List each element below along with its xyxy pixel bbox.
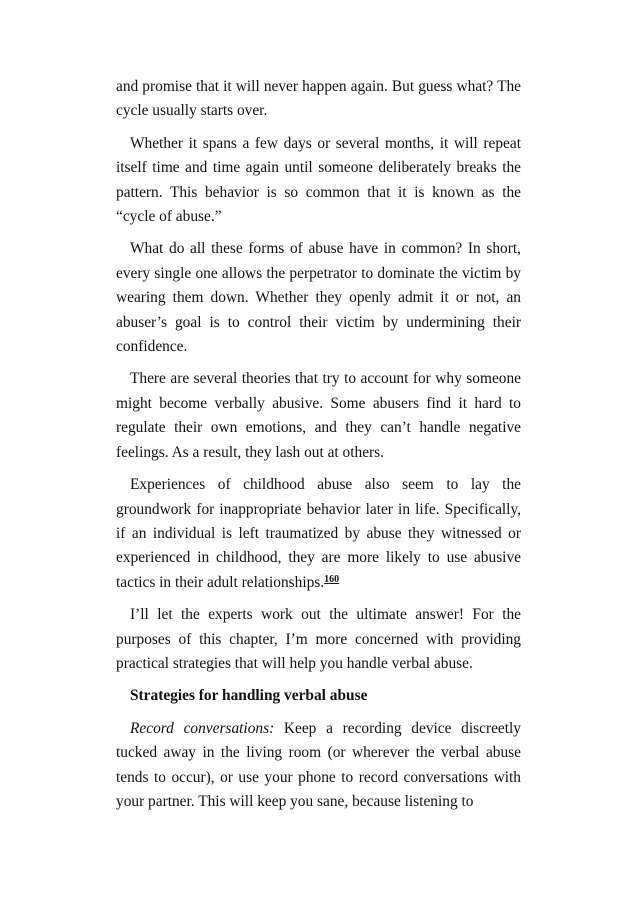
footnote-reference[interactable]: 160 bbox=[324, 573, 340, 585]
document-page bbox=[116, 75, 521, 822]
paragraph-2 bbox=[116, 132, 521, 230]
paragraph-6-text: I’ll let the experts work out the ultimate answer! For the purposes of this chapter, I’m more concerned with providing practical strategies that will help you handle verbal abuse. bbox=[116, 606, 521, 672]
paragraph-2-text: Whether it spans a few days or several months, it will repeat itself time and time again until someone deliberately breaks the pattern. This behavior is so common that it is known as the “cycle of abuse.” bbox=[116, 134, 521, 226]
section-heading: Strategies for handling verbal abuse bbox=[130, 687, 368, 705]
paragraph-7-lead: Record conversations: bbox=[130, 719, 275, 737]
paragraph-3 bbox=[116, 237, 521, 359]
paragraph-5-text: Experiences of childhood abuse also seem to lay the groundwork for inappropriate behavior later in life. Specifically, if an individual is left traumatized by abuse they witnessed or experienced in childhood, they are more likely to use abusive tactics in their adult relationships. bbox=[116, 476, 521, 591]
paragraph-4-text: There are several theories that try to account for why someone might become verbally abusive. Some abusers find it hard to regulate their own emotions, and they can’t handle negative feelings. As a result, they lash out at others. bbox=[116, 370, 521, 461]
paragraph-5 bbox=[116, 473, 521, 595]
paragraph-1 bbox=[116, 75, 521, 124]
paragraph-6 bbox=[116, 603, 521, 676]
paragraph-3-text: What do all these forms of abuse have in common? In short, every single one allows the perpetrator to dominate the victim by wearing them down. Whether they openly admit it or not, an abuser’s goal is to control their victim by undermining their confidence. bbox=[116, 240, 521, 356]
paragraph-4 bbox=[116, 367, 521, 465]
paragraph-7-text: Keep a recording device discreetly tucked away in the living room (or wherever the verbal abuse tends to occur), or use your phone to record conversations with your partner. This will keep you sane, because listening to bbox=[116, 719, 521, 810]
paragraph-7 bbox=[116, 717, 521, 815]
paragraph-1-text: and promise that it will never happen again. But guess what? The cycle usually starts over. bbox=[116, 78, 521, 120]
